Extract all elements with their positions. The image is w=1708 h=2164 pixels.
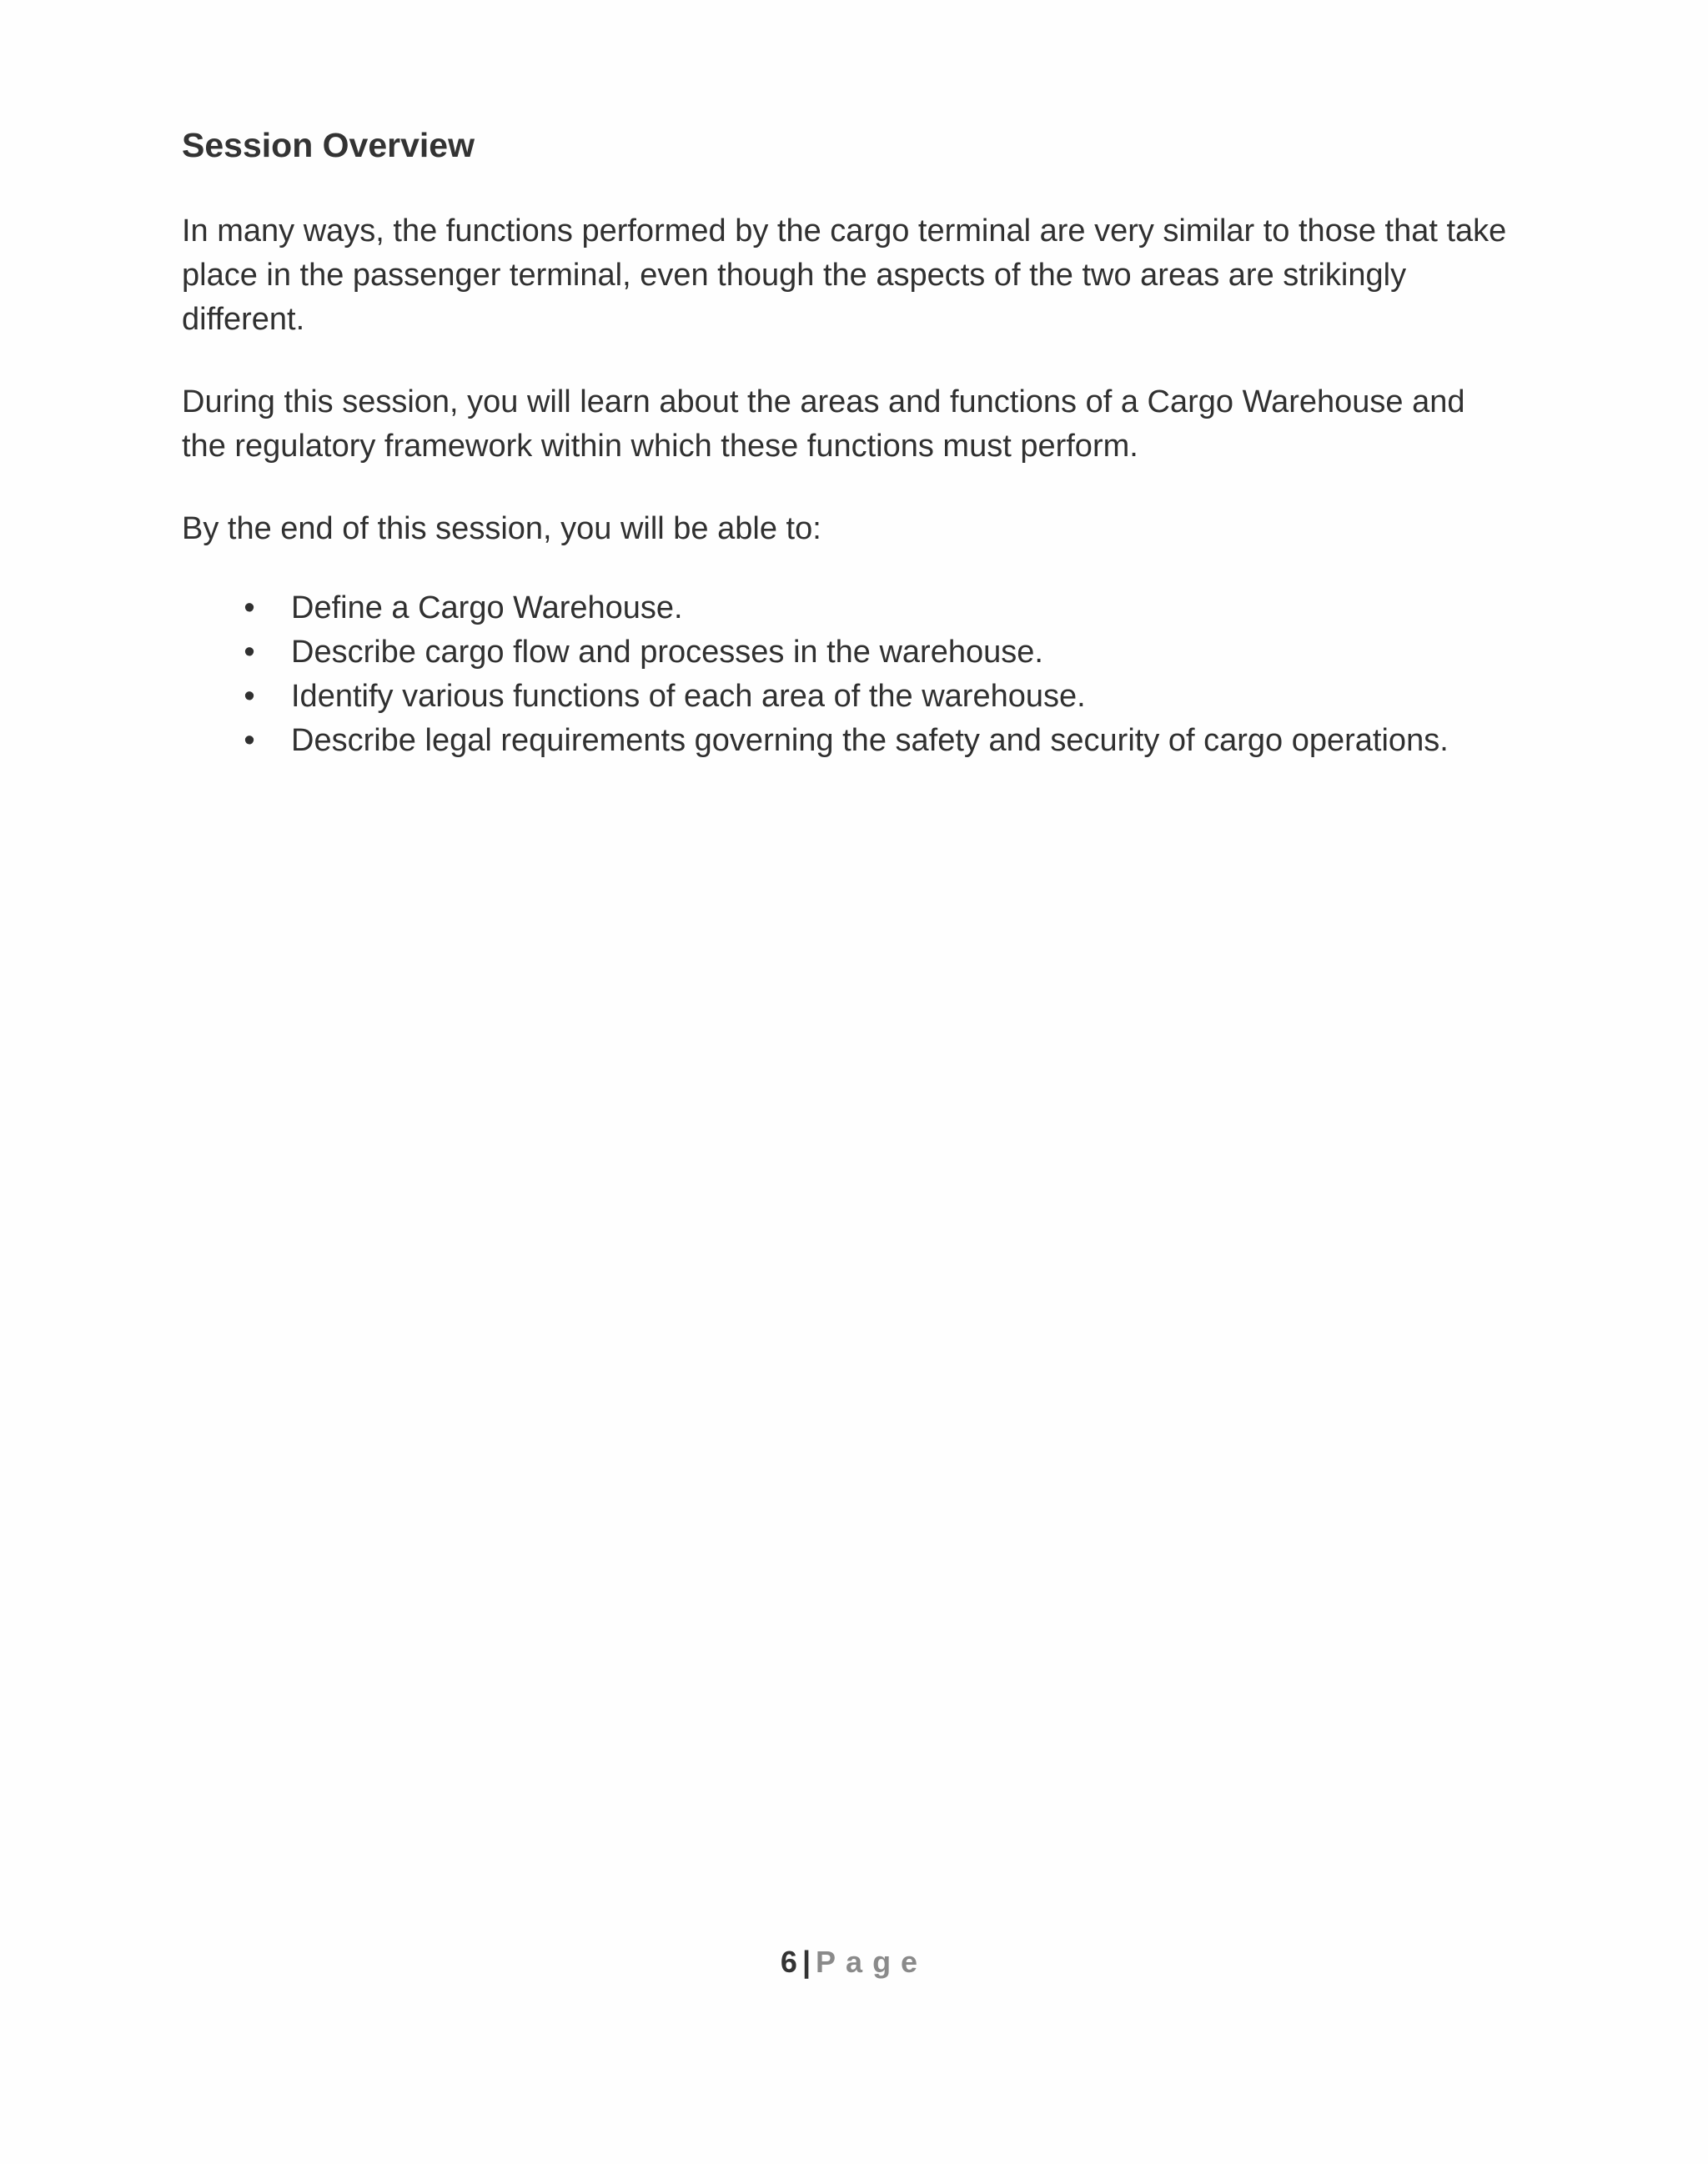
footer-separator: |: [801, 1945, 811, 1979]
objectives-list: [182, 586, 1508, 763]
bullet-icon: •: [244, 723, 255, 759]
bullet-icon: •: [244, 679, 255, 715]
page-footer: [0, 1945, 1708, 1980]
list-item-text: Identify various functions of each area of the warehouse.: [291, 679, 1086, 715]
session-paragraph: During this session, you will learn about the areas and functions of a Cargo Warehouse and the regulatory framework within which these functions must perform.: [182, 384, 1465, 464]
intro-paragraph: In many ways, the functions performed by the cargo terminal are very similar to those that take place in the passenger terminal, even though the aspects of the two areas are strikingly different.: [182, 213, 1507, 338]
list-item: [182, 719, 1508, 763]
page-content: [182, 125, 1508, 763]
list-item: [182, 630, 1508, 675]
list-item-text: Describe legal requirements governing the safety and security of cargo operations.: [291, 723, 1449, 759]
section-heading: Session Overview: [182, 126, 475, 164]
page-label: Page: [816, 1945, 928, 1979]
list-item-text: Define a Cargo Warehouse.: [291, 590, 683, 626]
list-item: [182, 675, 1508, 719]
bullet-icon: •: [244, 635, 255, 670]
page-number: 6: [780, 1945, 797, 1979]
list-item: [182, 586, 1508, 630]
bullet-icon: •: [244, 590, 255, 626]
objectives-lead: By the end of this session, you will be able to:: [182, 511, 821, 547]
list-item-text: Describe cargo flow and processes in the warehouse.: [291, 635, 1043, 670]
